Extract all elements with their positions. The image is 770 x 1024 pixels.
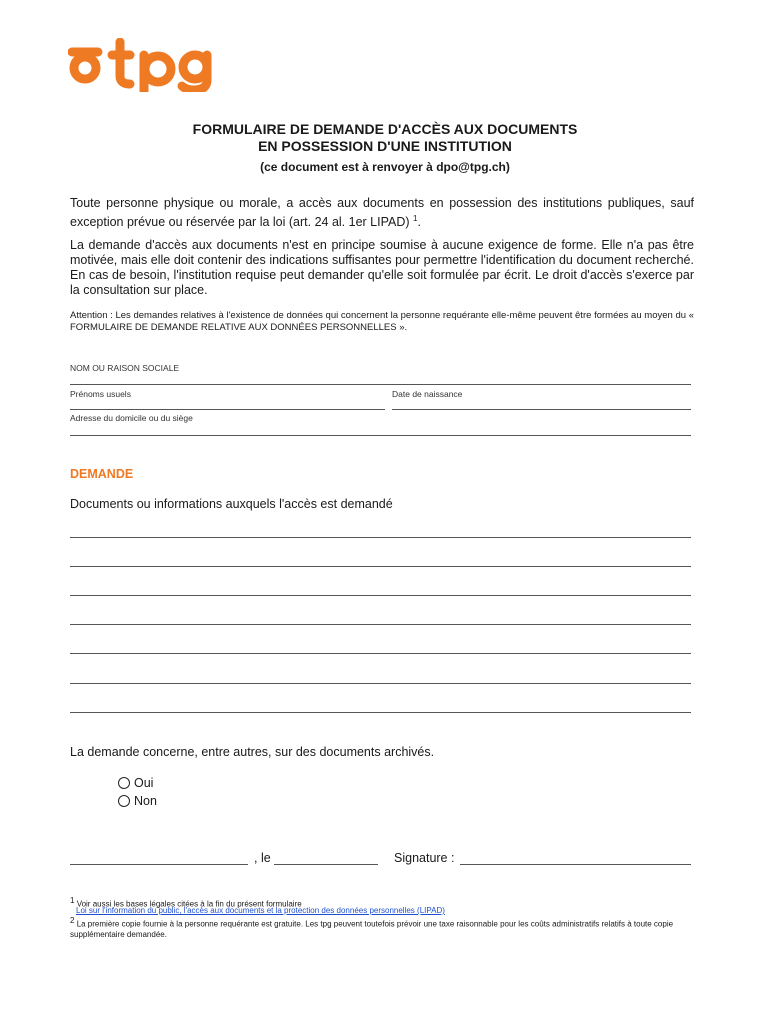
documents-line-6[interactable] xyxy=(70,683,691,684)
documents-line-3[interactable] xyxy=(70,595,691,596)
birth-date-label: Date de naissance xyxy=(392,389,463,399)
intro-paragraph-2: La demande d'accès aux documents n'est en principe soumise à aucune exigence de forme. Elle n'a pas être motivée, mais elle doit contenir des indications suffisantes pour permettre l'identification du document recherché. En cas de besoin, l'institution requise peut demander qu'elle soit formulée par écrit. Le droit d'accès s'exerce par la consultation sur place. xyxy=(70,238,694,297)
intro-paragraph-1-text: Toute personne physique ou morale, a accès aux documents en possession des institutions publiques, sauf exception prévue ou réservée par la loi (art. 24 al. 1er LIPAD) xyxy=(70,196,694,230)
archived-question: La demande concerne, entre autres, sur des documents archivés. xyxy=(70,745,435,759)
footnote-1-text: Voir aussi les bases légales citées à la fin du présent formulaire xyxy=(76,899,302,909)
tpg-logo xyxy=(68,38,218,92)
address-input-line[interactable] xyxy=(70,435,691,436)
signature-input-line[interactable] xyxy=(460,864,691,865)
form-title-line1: FORMULAIRE DE DEMANDE D'ACCÈS AUX DOCUMENTS xyxy=(192,121,578,137)
place-input-line[interactable] xyxy=(70,864,248,865)
footnote-1-link-row xyxy=(76,906,694,916)
documents-label: Documents ou informations auxquels l'accès est demandé xyxy=(70,497,393,511)
signature-label: Signature : xyxy=(394,851,455,865)
intro-paragraph-1 xyxy=(70,196,694,230)
documents-line-7[interactable] xyxy=(70,712,691,713)
address-label: Adresse du domicile ou du siège xyxy=(70,413,193,423)
date-input-line[interactable] xyxy=(274,864,378,865)
birth-date-input-line[interactable] xyxy=(392,409,691,410)
documents-line-5[interactable] xyxy=(70,653,691,654)
radio-circle-icon[interactable] xyxy=(118,777,130,789)
name-input-line[interactable] xyxy=(70,384,691,385)
documents-line-2[interactable] xyxy=(70,566,691,567)
form-title-line2: EN POSSESSION D'UNE INSTITUTION xyxy=(258,138,512,154)
attention-note: Attention : Les demandes relatives à l'existence de données qui concernent la personne requérante elle-même peuvent être formées au moyen du « FORMULAIRE DE DEMANDE RELATIVE AUX DONNÉES PERSONNELLES ». xyxy=(70,310,694,333)
option-yes[interactable] xyxy=(118,776,153,790)
footnote-2 xyxy=(70,916,694,940)
lipad-link[interactable]: Loi sur l'information du public, l'accès aux documents et la protection des données personnelles (LIPAD) xyxy=(76,906,445,915)
footnote-2-number: 2 xyxy=(70,916,75,925)
option-no-label: Non xyxy=(134,794,157,808)
date-separator: , le xyxy=(254,851,271,865)
documents-line-4[interactable] xyxy=(70,624,691,625)
first-names-label: Prénoms usuels xyxy=(70,389,131,399)
name-label: NOM OU RAISON SOCIALE xyxy=(70,363,180,373)
footnote-2-text: La première copie fournie à la personne requérante est gratuite. Les tpg peuvent toutefois prévoir une taxe raisonnable pour les coûts administratifs relatifs à toute copie supplémentaire demandée. xyxy=(70,919,674,939)
footnote-1-number: 1 xyxy=(70,896,75,905)
form-subtitle: (ce document est à renvoyer à dpo@tpg.ch) xyxy=(260,160,510,174)
documents-line-1[interactable] xyxy=(70,537,691,538)
option-yes-label: Oui xyxy=(134,776,154,790)
first-names-input-line[interactable] xyxy=(70,409,385,410)
option-no[interactable] xyxy=(118,794,157,808)
demande-heading: DEMANDE xyxy=(70,467,134,481)
footnote-ref-1: 1 xyxy=(413,214,418,223)
intro-paragraph-1-end: . xyxy=(417,215,421,230)
radio-circle-icon[interactable] xyxy=(118,795,130,807)
